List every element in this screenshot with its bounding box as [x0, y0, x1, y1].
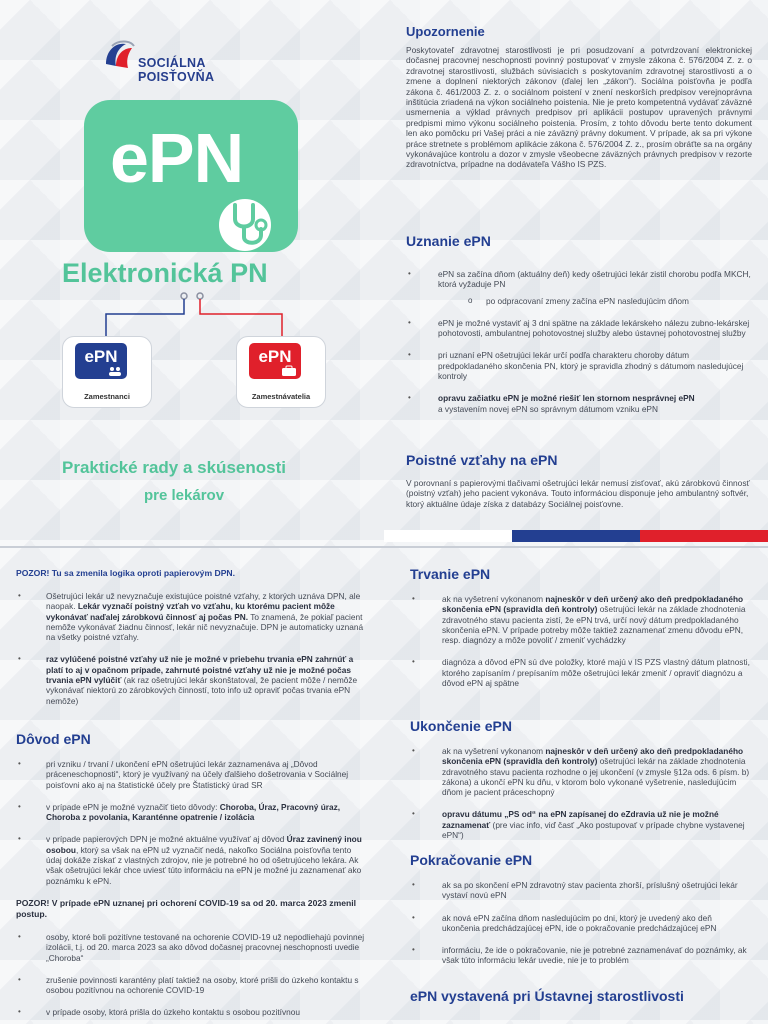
ukoncenie-item-2-b: (pre viac info, viď časť „Ako postupovať v prípade chybne vystavenej ePN“): [442, 819, 745, 841]
uznanie-item-1-text: ePN sa začína dňom (aktuálny deň) kedy ošetrujúci lekár zistil chorobu podľa MKCH, ktorá vyžaduje PN: [438, 269, 751, 290]
list-item: • ePN je možné vystaviť aj 3 dni spätne na základe lekárskeho nálezu zubno-lekárskej pohotovosti, ambulantnej pohotovostnej služby alebo ústavnej pohotovostnej služby: [406, 318, 752, 339]
uznanie-section: [406, 233, 752, 426]
logo: [102, 38, 282, 84]
notice-title: Upozornenie: [406, 24, 485, 39]
left-item-2-a: raz vylúčené poistné vzťahy už nie je možné v priebehu trvania ePN zahrnúť a platí to aj v opačnom prípade, zahrnuté poistné vzťahy už nie je možné počas trvania ePN vylúčiť: [46, 654, 354, 686]
list-item: • pri uznaní ePN ošetrujúci lekár určí podľa charakteru choroby dátum predpokladaného skončenia PN, ktorý je spravidla zhodný s dátumom nasledujúcej kontroly: [406, 350, 752, 381]
badge-zamestnavatelia: [236, 336, 326, 408]
list-item: • ak nová ePN začína dňom nasledujúcim po dni, ktorý je uvedený ako deň ukončenia predchádzajúcej ePN, ide o pokračovanie predchádzajúcej ePN: [410, 913, 750, 934]
uznanie-item-4-bold: opravu začiatku ePN je možné riešiť len stornom nesprávnej ePN: [438, 393, 695, 404]
list-item: [410, 746, 750, 797]
badge-zamestnavatelia-label: ePN: [258, 347, 292, 366]
flag-stripe-blue: [512, 530, 640, 542]
dovod-item-3-c: , ktorý sa však na ePN už vyznačiť nedá, nakoľko Sociálna poisťovňa tento údaj dokáže získať z vlastných zdrojov, nie je potrebné ho od ošetrujúceho lekára. Ak však ošetrujúci lekár chce uviesť túto informáciu na ePN je možné ju zaznamenať ako poznámku k ePN.: [46, 844, 362, 886]
notice-section: [406, 24, 752, 170]
cover-panel: [0, 0, 384, 540]
pokracovanie-title: Pokračovanie ePN: [410, 852, 533, 868]
trvanie-item-1-a: ak na vyšetrení vykonanom: [442, 594, 546, 604]
uznanie-title: Uznanie ePN: [406, 233, 491, 249]
list-item: [410, 594, 750, 645]
ukoncenie-item-1-c: ošetrujúci lekár na základe zhodnotenia zdravotného stavu pacienta rozhodne o jej ukončení (v zmysle §12a ods. 6 písm. b) zákona) a ukončí ePN ku dňu, v ktorom bolo vykonané vyšetrenie, nasledujúcim dňom je pacient práceschopný: [442, 756, 750, 798]
briefcase-icon: [281, 365, 297, 377]
list-item: [16, 591, 366, 642]
list-item: • osoby, ktoré boli pozitívne testované na ochorenie COVID-19 už nepodliehajú povinnej izolácii, t.j. od 20. marca 2023 sa ako dôvod dočasnej pracovnej neschopnosti uvedie „Choroba“: [16, 932, 366, 963]
cover-subtitle-2: pre lekárov: [144, 487, 225, 504]
dovod-item-2-b: Choroba, Úraz, Pracovný úraz, Choroba z povolania, Karanténne opatrenie / izolácia: [46, 801, 341, 823]
badge-zamestnanci-label: ePN: [84, 347, 118, 366]
dovod-item-3-b: Úraz zavinený inou osobou: [46, 834, 362, 855]
left-item-1-c: To znamená, že pokiaľ pacient nemôže vykonávať žiadnu činnosť, lekár nič nevyznačuje. DPN je automaticky uznaná na všetky poistné vzťahy.: [46, 611, 364, 643]
trvanie-section: [410, 566, 750, 700]
badge-zamestnavatelia-inner: [249, 343, 301, 379]
list-item: [406, 269, 752, 306]
ukoncenie-item-2-a: opravu dátumu „PS od“ na ePN zapísanej do eZdravia už nie je možné zaznamenať: [442, 809, 719, 830]
cover-subtitle: Praktické rady a skúsenosti: [62, 458, 286, 477]
badge-zamestnanci-inner: [75, 343, 127, 379]
dovod-section: [16, 731, 366, 1024]
ukoncenie-item-1-a: ak na vyšetrení vykonanom: [442, 746, 546, 756]
list-item: • ak sa po skončení ePN zdravotný stav pacienta zhorší, príslušný ošetrujúci lekár vystaví novú ePN: [410, 880, 750, 901]
ustavna-title: ePN vystavená pri Ústavnej starostlivosti: [410, 988, 684, 1004]
trvanie-title: Trvanie ePN: [410, 566, 491, 582]
right-bottom-panel: [384, 556, 768, 1024]
left-item-1-b: Lekár vyznačí poistný vzťah vo vzťahu, ku ktorému pacient môže vykonávať naďalej zárobkovú činnosť aj počas PN.: [46, 601, 335, 622]
list-item: [16, 834, 366, 885]
dovod-item-3-a: v prípade papierových DPN je možné aktuálne využívať aj dôvod: [46, 834, 287, 845]
poistne-details-section: [16, 568, 366, 718]
poistne-title: Poistné vzťahy na ePN: [406, 452, 558, 468]
ukoncenie-section: [410, 718, 750, 852]
poistne-section: [406, 452, 752, 509]
notice-panel: [384, 0, 768, 530]
list-item: [406, 393, 752, 414]
poistne-text: V porovnaní s papierovými tlačivami ošetrujúci lekár nemusí zisťovať, akú zárobkovú činnosť (poistný vzťah) jeho pacient vykonáva. Touto informáciou disponuje jeho ambulantný softvér, ktorý aktuálne údaje získa z databázy Sociálnej poisťovne.: [406, 478, 750, 509]
logo-text: SOCIÁLNA POISŤOVŇA: [138, 56, 215, 84]
page-divider: [0, 546, 768, 548]
list-item: • diagnóza a dôvod ePN sú dve položky, ktoré majú v IS PZS vlastný dátum platnosti, ktorého zapísaním / prepísaním môže ošetrujúci lekár zmeniť / opraviť diagnózu a dôvod ePN aj spätne: [410, 657, 750, 688]
socialna-poistovna-logo-icon: [102, 38, 136, 72]
list-item: • informáciu, že ide o pokračovanie, nie je potrebné zaznamenávať do poznámky, ak však túto informáciu lekár uvedie, nie je to problém: [410, 945, 750, 966]
dovod-item-2-a: v prípade ePN je možné vyznačiť tieto dôvody:: [46, 801, 220, 812]
list-item: • zrušenie povinnosti karantény platí taktiež na osoby, ktoré prišli do úzkeho kontaktu s osobou pozitívnou na ochorenie COVID-19: [16, 975, 366, 996]
epn-big-title: ePN: [110, 119, 244, 197]
trvanie-item-1-c: ošetrujúci lekár na základe zhodnotenia zdravotného stavu pacienta zistí, že ePN trvá, určí nový dátum predpokladaného skončenia ePN. V prípade potreby môže taktiež zaznamenať zmenu dôvodu ePN, resp. diagnózy a môže povoliť / zmeniť vychádzky: [442, 604, 746, 646]
covid-alert: POZOR! V prípade ePN uznanej pri ochorení COVID-19 sa od 20. marca 2023 zmenil postup.: [16, 897, 357, 919]
logic-change-alert: POZOR! Tu sa zmenila logika oproti papierovým DPN.: [16, 568, 236, 578]
badge-zamestnanci: [62, 336, 152, 408]
list-item: • pri vzniku / trvaní / ukončení ePN ošetrujúci lekár zaznamenáva aj „Dôvod práceneschopnosti“, ktorý je využívaný na účely ďalšieho došetrovania v Sociálnej poisťovni ako aj na štatistické účely pre Štatistický úrad SR: [16, 759, 366, 790]
pokracovanie-section: [410, 852, 750, 978]
uznanie-item-1-sub: o po odpracovaní zmeny začína ePN nasledujúcim dňom: [438, 296, 752, 306]
notice-text: Poskytovateľ zdravotnej starostlivosti je pri posudzovaní a potvrdzovaní elektronickej dočasnej pracovnej neschopnosti povinný postupovať v zmysle zákona č. 576/2004 Z. z. o zdravotnej starostlivosti, službách súvisiacich s poskytovaním zdravotnej starostlivosti a o zmene a doplnení niektorých zákonov (ďalej len „zákon“). Sociálna poisťovňa je podľa zákona č. 461/2003 Z. z. o sociálnom poistení v znení neskorších predpisov verejnoprávna inštitúcia zriadená na výkon sociálneho poistenia. Nie je preto kompetentná vydávať záväzné usmernenia a výklad právnych predpisov pri aplikácii postupov upravených právnymi predpismi mimo výkonu sociálneho poistenia. Prosím, z tohto dôvodu berte tento dokument len ako pomôcku pri Vašej práci a nie záväzný právny dokument. V prípade, ak sa pri výkone práce stretnete s problémom aplikácie zákona č. 576/2004 Z. z., prosím obráťte sa na orgány vykonávajúce kontrolu a dozor v zmysle všeobecne záväzných právnych predpisov v rezorte zdravotníctva, prípadne na dodávateľa Vášho IS PZS.: [406, 45, 752, 170]
cover-title: Elektronická PN: [62, 258, 268, 288]
flag-stripe-red: [640, 530, 768, 542]
left-item-2-b: (ak raz ošetrujúci lekár skonštatoval, že pacient môže / nemôže vykonávať niektorú zo zárobkových činností, toto info už opraviť počas trvania ePN nemôže): [46, 675, 358, 706]
flag-stripe-white: [384, 530, 512, 542]
left-bottom-panel: [0, 556, 384, 1024]
ukoncenie-item-1-b: najneskôr v deň určený ako deň predpokladaného skončenia ePN (spravidla deň kontroly): [442, 746, 744, 767]
uznanie-item-4-rest: a vystavením novej ePN so správnym dátumom vzniku ePN: [438, 403, 658, 414]
left-item-1-a: Ošetrujúci lekár už nevyznačuje existujúce poistné vzťahy, z ktorých uznáva DPN, ale naopak.: [46, 591, 361, 612]
list-item: [16, 802, 366, 823]
badge-zamestnavatelia-caption: Zamestnávatelia: [251, 392, 311, 401]
list-item: [410, 809, 750, 840]
ustavna-section: [410, 988, 750, 1012]
list-item: [16, 654, 366, 705]
stethoscope-icon: [205, 175, 295, 265]
trvanie-item-1-b: najneskôr v deň určený ako deň predpokladaného skončenia ePN (spravidla deň kontroly): [442, 594, 744, 615]
ukoncenie-title: Ukončenie ePN: [410, 718, 512, 734]
dovod-title: Dôvod ePN: [16, 731, 91, 747]
list-item: • v prípade osoby, ktorá prišla do úzkeho kontaktu s osobou pozitívnou: [16, 1007, 366, 1017]
badge-zamestnanci-caption: Zamestnanci: [84, 392, 130, 401]
people-icon: [107, 365, 123, 377]
